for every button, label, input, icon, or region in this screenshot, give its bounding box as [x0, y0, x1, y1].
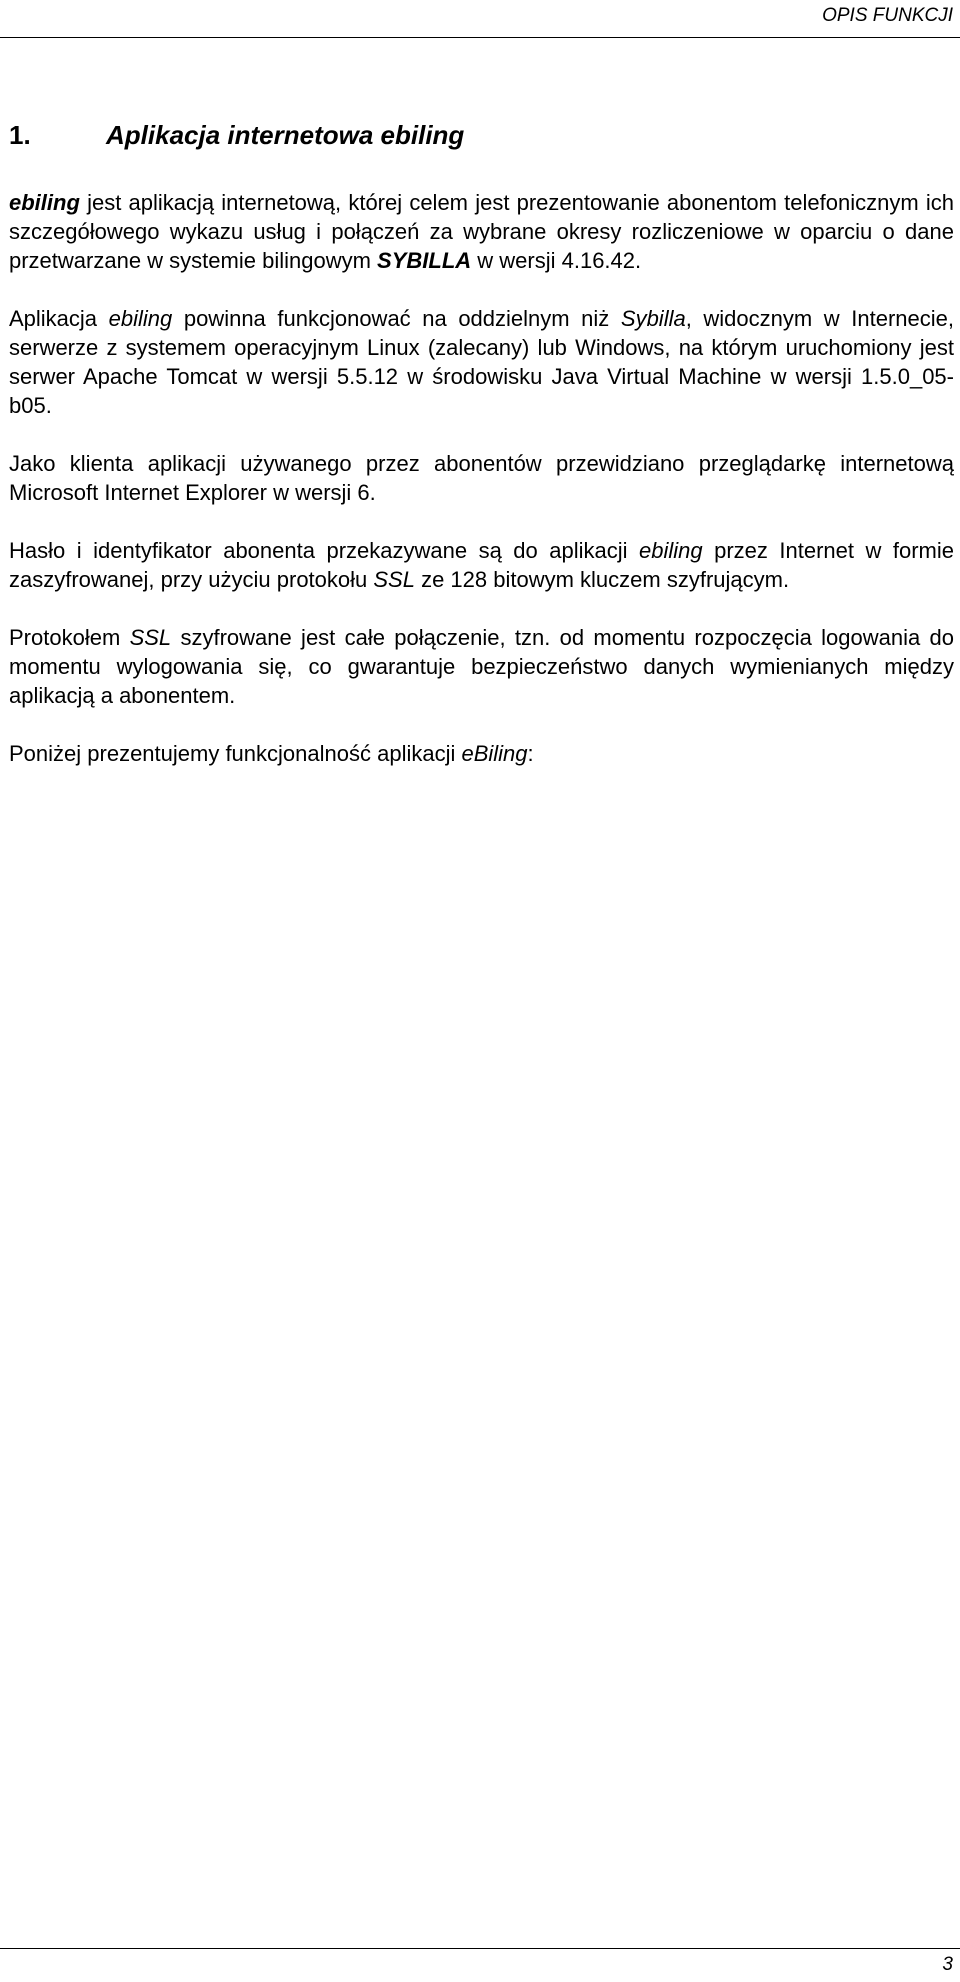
paragraph-text: powinna funkcjonować na oddzielnym niż	[172, 306, 621, 331]
paragraph-text: jest aplikacją internetową, której celem jest prezentowanie abonentom telefonicznym ich szczegółowego wykazu usług i połączeń za wybrane okresy rozliczeniowe w oparciu o dane przetwarzane w systemie bilingowym	[9, 190, 954, 273]
page-number: 3	[942, 1954, 953, 1975]
paragraph-client	[9, 449, 954, 507]
section-number: 1.	[9, 120, 31, 150]
paragraph-text: Hasło i identyfikator abonenta przekazywane są do aplikacji	[9, 538, 640, 563]
running-header: OPIS FUNKCJI	[822, 5, 953, 26]
footer-rule	[0, 1948, 960, 1949]
paragraph-ssl	[9, 623, 954, 710]
header-rule	[0, 37, 960, 38]
paragraph-text: Poniżej prezentujemy funkcjonalność aplikacji	[9, 741, 462, 766]
paragraph-text: szyfrowane jest całe połączenie, tzn. od momentu rozpoczęcia logowania do momentu wylogowania się, co gwarantuje bezpieczeństwo danych wymienianych między aplikacją a abonentem.	[9, 625, 954, 708]
section-title-product: ebiling	[380, 120, 465, 150]
section-title-prefix: Aplikacja internetowa	[106, 120, 381, 150]
protocol-name: SSL	[373, 567, 415, 592]
section-title	[9, 119, 464, 151]
paragraph-text: Aplikacja	[9, 306, 109, 331]
document-body	[9, 188, 954, 768]
protocol-name: SSL	[129, 625, 172, 650]
paragraph-functionality	[9, 739, 954, 768]
paragraph-text: ze 128 bitowym kluczem szyfrującym.	[414, 567, 790, 592]
paragraph-text: , widocznym w Internecie, serwerze z systemem operacyjnym Linux (zalecany) lub Windows, na którym uruchomiony jest serwer Apache Tomcat w wersji 5.5.12 w środowisku Java Virtual Machine w wersji 1.5.0_05-b05.	[9, 306, 954, 418]
system-name: Sybilla	[620, 306, 686, 331]
paragraph-text: w wersji 4.16.42.	[471, 248, 642, 273]
paragraph-text: Protokołem	[9, 625, 130, 650]
paragraph-text: Jako klienta aplikacji używanego przez abonentów przewidziano przeglądarkę internetową Microsoft Internet Explorer w wersji 6.	[9, 451, 954, 505]
product-name: ebiling	[108, 306, 173, 331]
paragraph-server	[9, 304, 954, 420]
paragraph-text: przez Internet w formie zaszyfrowanej, przy użyciu protokołu	[9, 538, 954, 592]
system-name: SYBILLA	[377, 248, 472, 273]
paragraph-password	[9, 536, 954, 594]
product-name: eBiling	[461, 741, 528, 766]
paragraph-text: :	[527, 741, 534, 766]
product-name: ebiling	[9, 190, 80, 215]
paragraph-intro	[9, 188, 954, 275]
product-name: ebiling	[639, 538, 703, 563]
